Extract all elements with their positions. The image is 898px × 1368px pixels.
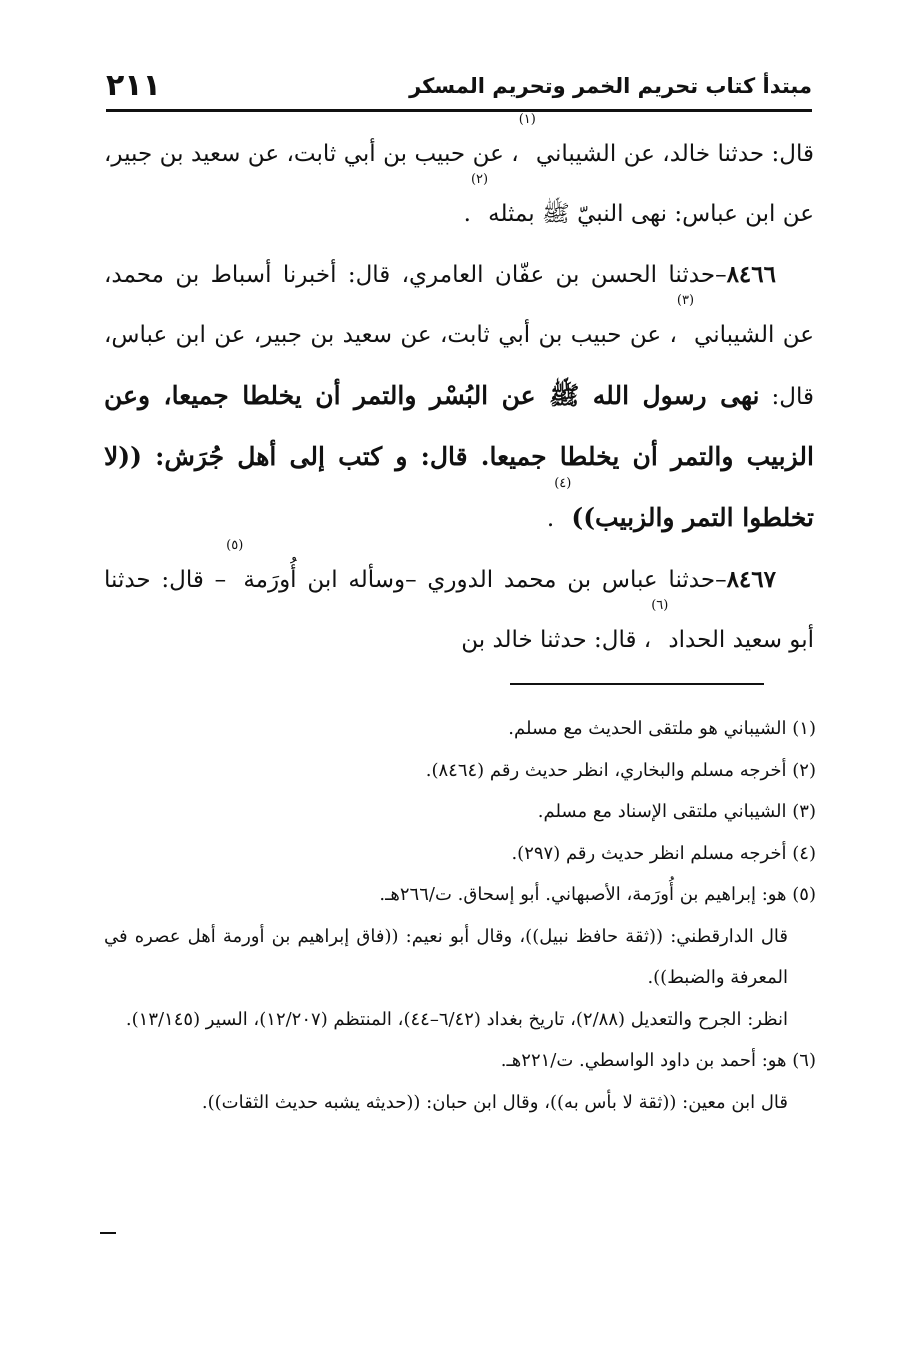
footnote-6: (٦) هو: أحمد بن داود الواسطي. ت/٢٢١هـ. <box>500 1050 816 1071</box>
footnote-3: (٣) الشيباني ملتقى الإسناد مع مسلم. <box>537 801 816 822</box>
text-run: قال: حدثنا خالد، عن الشيباني <box>535 141 815 167</box>
footnote-ref[interactable]: (١) <box>518 112 536 127</box>
footnote-1: (١) الشيباني هو ملتقى الحديث مع مسلم. <box>508 718 816 739</box>
footnote-5: (٥) هو: إبراهيم بن أُورَمة، الأصبهاني. أبو إسحاق. ت/٢٦٦هـ. <box>379 884 816 905</box>
footnote-6-detail: قال ابن معين: ((ثقة لا بأس به))، وقال ابن حبان: ((حديثه يشبه حديث الثقات)). <box>201 1091 788 1113</box>
header-rule <box>106 109 812 112</box>
hadith-8466 <box>104 245 814 550</box>
text-run: . <box>546 506 555 533</box>
footnote-separator <box>510 683 764 685</box>
footnote-5-detail: قال الدارقطني: ((ثقة حافظ نبيل))، وقال أبو نعيم: ((فاق إبراهيم بن أورمة أهل عصره في المعرفة والضبط)). <box>104 925 788 988</box>
text-run: ، قال: حدثنا خالد بن <box>461 627 652 654</box>
footnote-ref[interactable]: (٢) <box>470 172 489 188</box>
text-run: – قال: حدثنا أبو سعيد الحداد <box>104 566 814 654</box>
footnote-ref[interactable]: (٥) <box>226 537 244 553</box>
footnote-ref[interactable]: (٣) <box>676 293 695 309</box>
page-number: ٢١١ <box>106 68 161 103</box>
paragraph-continuation <box>104 112 815 245</box>
page-end-mark <box>100 1232 116 1234</box>
footnotes <box>104 708 816 1123</box>
text-run: ، عن حبيب بن أبي ثابت، عن سعيد بن جبير، عن ابن عباس، قال: <box>104 322 814 410</box>
text-run: ، عن حبيب بن أبي ثابت، عن سعيد بن جبير، عن ابن عباس: نهى النبيّ ﷺ بمثله <box>104 141 814 228</box>
hadith-number: ٨٤٦٧ <box>726 565 776 593</box>
text-run: –حدثنا الحسن بن عفّان العامري، قال: أخبرنا أسباط بن محمد، عن الشيباني <box>104 261 815 349</box>
text-run: –حدثنا عباس بن محمد الدوري –وسأله ابن أُورَمة <box>243 566 727 593</box>
hadith-8467 <box>104 537 814 671</box>
page-header <box>106 68 812 110</box>
running-title: مبتدأ كتاب تحريم الخمر وتحريم المسكر <box>409 74 812 98</box>
footnote-ref[interactable]: (٤) <box>554 476 572 492</box>
footnote-2: (٢) أخرجه مسلم والبخاري، انظر حديث رقم (٨٤٦٤). <box>425 759 816 781</box>
footnote-4: (٤) أخرجه مسلم انظر حديث رقم (٢٩٧). <box>511 842 816 864</box>
main-text <box>104 112 815 671</box>
hadith-number: ٨٤٦٦ <box>726 260 776 288</box>
hadith-matn: نهى رسول الله ﷺ عن البُسْر والتمر أن يخلطا جميعا، وعن الزبيب والتمر أن يخلطا جميعا. قال: و كتب إلى أهل جُرَش: ((لا تخلطوا التمر والزبيب)) <box>104 380 814 533</box>
text-run: . <box>463 201 471 228</box>
footnote-5-sources: انظر: الجرح والتعديل (٢/٨٨)، تاريخ بغداد (٦/٤٢–٤٤)، المنتظم (١٢/٢٠٧)، السير (١٣/١٤٥). <box>125 1008 788 1030</box>
footnote-ref[interactable]: (٦) <box>651 598 669 614</box>
